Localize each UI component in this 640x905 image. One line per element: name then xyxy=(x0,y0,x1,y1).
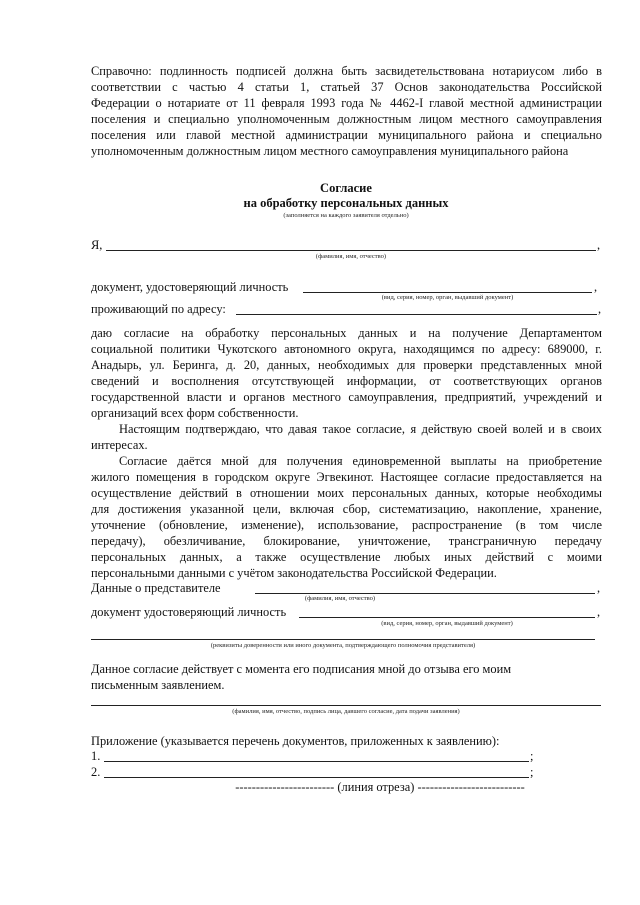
note-line: поселения или главой местной администрации муниципального района и специально xyxy=(91,128,602,142)
representative-doc-hint: (вид, серия, номер, орган, выдавший документ) xyxy=(381,620,513,627)
address-field[interactable] xyxy=(236,314,597,315)
note-line: Справочно: подлинность подписей должна быть засвидетельствована нотариусом либо в xyxy=(91,64,602,78)
validity-line: письменным заявлением. xyxy=(91,678,225,692)
representative-label: Данные о представителе xyxy=(91,581,221,595)
representative-comma: , xyxy=(597,581,601,595)
doc-comma: , xyxy=(594,280,598,294)
address-label: проживающий по адресу: xyxy=(91,302,226,316)
consent-line: персональными данными с учётом законодательства Российской Федерации. xyxy=(91,566,497,580)
validity-text xyxy=(91,661,602,693)
attachment-item-2-number: 2. xyxy=(91,765,101,779)
representative-doc-label: документ удостоверяющий личность xyxy=(91,605,287,619)
representative-doc-comma: , xyxy=(597,605,601,619)
note-line: уполномоченным должностным лицом местного самоуправления муниципального района xyxy=(91,144,569,158)
doc-hint: (вид, серия, номер, орган, выдавший документ) xyxy=(381,294,514,301)
consent-line: Согласие даётся мной для получения единовременной выплаты на приобретение xyxy=(119,454,602,468)
attachment-label: Приложение (указывается перечень документов, приложенных к заявлению): xyxy=(91,734,500,748)
address-comma: , xyxy=(598,302,602,316)
attachment-item-1-semicolon: ; xyxy=(530,749,534,763)
consent-line: уточнение (обновление, изменение), использование, распространение (в том числе xyxy=(91,518,602,532)
fio-field[interactable] xyxy=(106,250,596,251)
page-title: Согласие xyxy=(320,181,372,195)
validity-line: Данное согласие действует с момента его подписания мной до отзыва его моим xyxy=(91,662,512,676)
doc-field[interactable] xyxy=(303,292,592,293)
consent-line: Настоящим подтверждаю, что давая такое согласие, я действую своей волей и в своих xyxy=(119,422,602,436)
page-subtitle: на обработку персональных данных xyxy=(243,196,449,210)
consent-line: для достижения указанной цели, включая сбор, систематизацию, накопление, хранение, xyxy=(91,502,602,516)
consent-line: организаций всех форм собственности. xyxy=(91,406,299,420)
consent-line: персональных данных, а также осуществление любых иных действий с моими xyxy=(91,550,602,564)
attachment-item-2-semicolon: ; xyxy=(530,765,534,779)
representative-doc-field[interactable] xyxy=(299,617,595,618)
fio-hint: (фамилия, имя, отчество) xyxy=(315,253,387,260)
doc-label: документ, удостоверяющий личность xyxy=(91,280,289,294)
attachment-item-1-number: 1. xyxy=(91,749,101,763)
reference-note xyxy=(91,63,602,159)
power-of-attorney-hint: (реквизиты доверенности или иного документа, подтверждающего полномочия представителя) xyxy=(210,642,476,649)
ya-label: Я, xyxy=(91,238,103,252)
note-line: поселения и специально уполномоченным должностным лицом местного самоуправления xyxy=(91,112,602,126)
representative-fio-hint: (фамилия, имя, отчество) xyxy=(304,595,376,602)
consent-line: осуществление действий в отношении моих персональных данных, которые необходимы xyxy=(91,486,602,500)
note-line: соответствии с частью 4 статьи 1, статьей 37 Основ законодательства Российской xyxy=(91,80,602,94)
consent-line: интересах. xyxy=(91,438,148,452)
consent-line: социальной политики Чукотского автономного округа, находящимся по адресу: 689000, г. xyxy=(91,342,602,356)
signature-hint: (фамилия, имя, отчество, подпись лица, давшего согласие, дата подачи заявления) xyxy=(232,708,460,715)
consent-body xyxy=(91,325,602,581)
cut-line: ------------------------ (линия отреза) -------------------------- xyxy=(235,780,525,794)
note-line: Федерации о нотариате от 11 февраля 1993 года № 4462-I главой местной администрации xyxy=(91,96,602,110)
consent-line: сведений и восполнения отсутствующей информации, от соответствующих органов xyxy=(91,374,602,388)
signature-field[interactable] xyxy=(91,705,601,706)
consent-line: жилого помещения в городском округе Эгвекинот. Настоящее согласие предоставляется на xyxy=(91,470,602,484)
representative-fio-field[interactable] xyxy=(255,593,595,594)
consent-line: государственной власти и органов местного самоуправления, предприятий, учреждений и xyxy=(91,390,602,404)
attachment-item-2-field[interactable] xyxy=(104,777,529,778)
attachment-item-1-field[interactable] xyxy=(104,761,529,762)
consent-line: Анадырь, ул. Беринга, д. 20, данных, необходимых для проверки представленных мной xyxy=(91,358,602,372)
power-of-attorney-field[interactable] xyxy=(91,639,595,640)
consent-line: передачу), обезличивание, блокирование, уничтожение, трансграничную передачу xyxy=(91,534,602,548)
fio-comma: , xyxy=(597,238,601,252)
title-hint: (заполняется на каждого заявителя отдельно) xyxy=(283,212,409,219)
consent-line: даю согласие на обработку персональных данных и на получение Департаментом xyxy=(91,326,602,340)
